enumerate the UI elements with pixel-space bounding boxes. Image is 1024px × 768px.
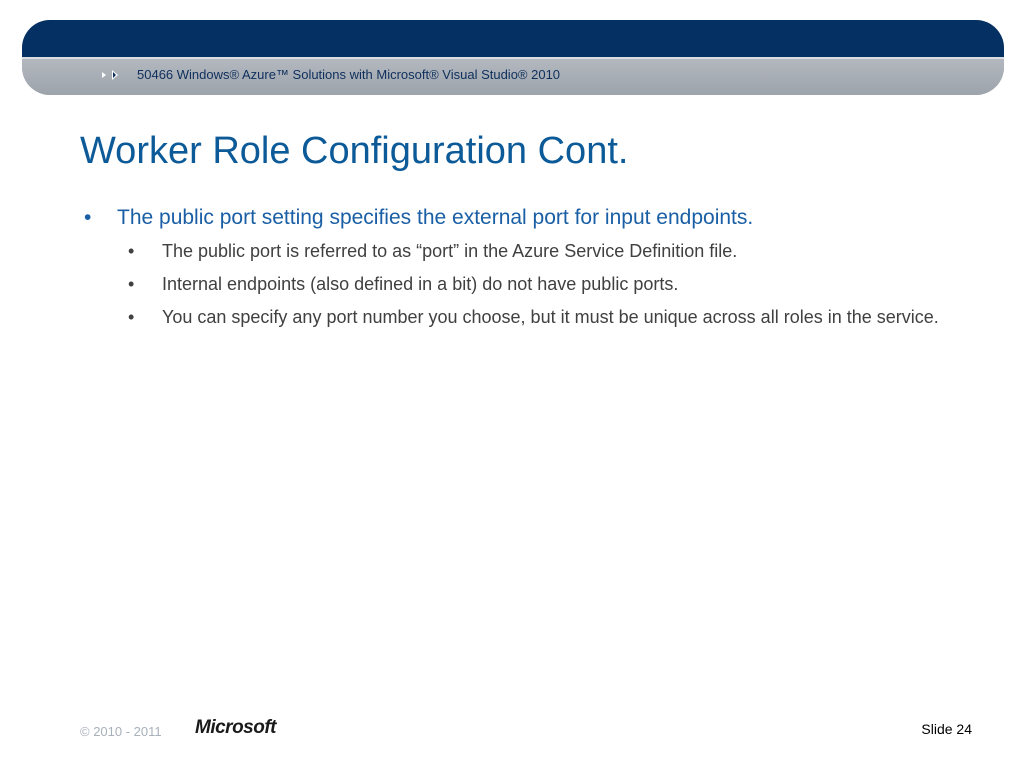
- sub-bullet: [128, 238, 962, 264]
- bullet-list: [80, 204, 980, 337]
- main-bullet: [80, 204, 980, 232]
- course-title: 50466 Windows® Azure™ Solutions with Microsoft® Visual Studio® 2010: [137, 67, 561, 82]
- microsoft-logo: Microsoft: [195, 717, 276, 738]
- header-banner: [22, 20, 1004, 95]
- main-bullet-text: The public port setting specifies the external port for input endpoints.: [117, 206, 754, 229]
- bullet-dot: •: [128, 307, 135, 327]
- copyright-text: © 2010 - 2011: [80, 724, 162, 739]
- bullet-dot: •: [128, 274, 135, 294]
- sub-bullet: [128, 304, 962, 330]
- arrow-icon: [100, 69, 122, 81]
- slide-title: Worker Role Configuration Cont.: [80, 130, 629, 172]
- bullet-dot: •: [128, 241, 135, 261]
- sub-bullet-text: The public port is referred to as “port” in the Azure Service Definition file.: [162, 241, 738, 261]
- slide-number: Slide 24: [921, 721, 972, 737]
- sub-bullet-text: Internal endpoints (also defined in a bit) do not have public ports.: [162, 274, 679, 294]
- banner-top-band: [22, 20, 1004, 57]
- bullet-dot: •: [84, 206, 92, 229]
- sub-bullet-text: You can specify any port number you choose, but it must be unique across all roles in the service.: [162, 307, 939, 327]
- sub-bullet-list: [80, 238, 980, 330]
- sub-bullet: [128, 271, 962, 297]
